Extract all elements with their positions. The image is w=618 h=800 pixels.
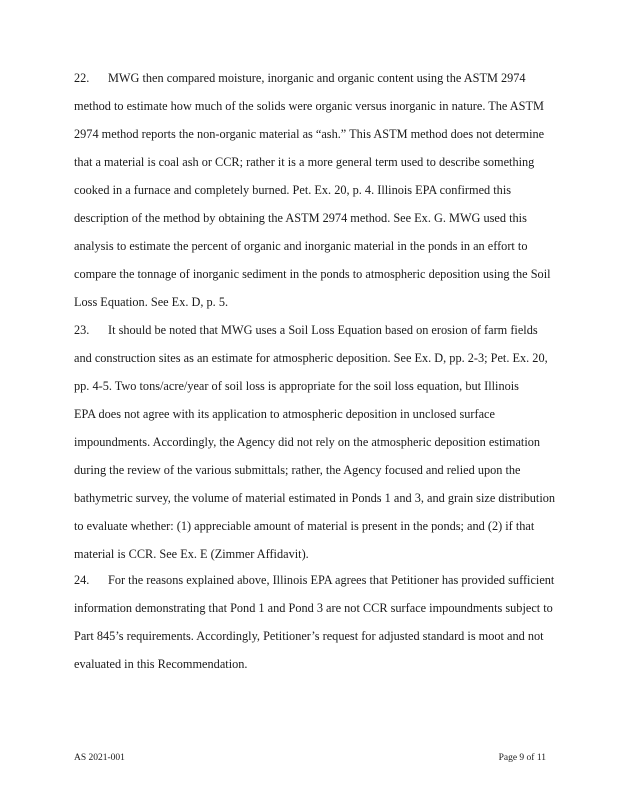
paragraph-line: that a material is coal ash or CCR; rather it is a more general term used to describe something [74,155,535,169]
paragraph-line: during the review of the various submittals; rather, the Agency focused and relied upon the [74,463,521,477]
paragraph-line: compare the tonnage of inorganic sediment in the ponds to atmospheric deposition using the Soil [74,267,551,281]
paragraph-line: 22. MWG then compared moisture, inorganic and organic content using the ASTM 2974 [74,64,590,92]
footer-page-number: Page 9 of 11 [498,753,546,763]
paragraph-line: EPA does not agree with its application to atmospheric deposition in unclosed surface [74,407,495,421]
footer-docket-number: AS 2021-001 [74,753,125,763]
paragraph-number: 23. [74,323,90,337]
paragraph-line: method to estimate how much of the solids were organic versus inorganic in nature. The ASTM [74,99,544,113]
paragraph-line: Part 845’s requirements. Accordingly, Petitioner’s request for adjusted standard is moot and not [74,629,544,643]
paragraph-line: material is CCR. See Ex. E (Zimmer Affidavit). [74,547,309,561]
paragraph-line: and construction sites as an estimate for atmospheric deposition. See Ex. D, pp. 2-3; Pet. Ex. 20, [74,351,548,365]
paragraph-line: to evaluate whether: (1) appreciable amount of material is present in the ponds; and (2) if that [74,519,535,533]
paragraph-24 [74,566,590,678]
paragraph-number: 22. [74,71,90,85]
paragraph-line: Loss Equation. See Ex. D, p. 5. [74,295,229,309]
paragraph-number: 24. [74,573,90,587]
paragraph-22 [74,64,590,316]
paragraph-line: 23. It should be noted that MWG uses a Soil Loss Equation based on erosion of farm fields [74,316,590,344]
paragraph-23 [74,316,590,568]
paragraph-line: cooked in a furnace and completely burned. Pet. Ex. 20, p. 4. Illinois EPA confirmed this [74,183,512,197]
paragraph-line: bathymetric survey, the volume of material estimated in Ponds 1 and 3, and grain size distribution [74,491,556,505]
paragraph-line: 2974 method reports the non-organic material as “ash.” This ASTM method does not determine [74,127,545,141]
paragraph-line: pp. 4-5. Two tons/acre/year of soil loss is appropriate for the soil loss equation, but Illinois [74,379,519,393]
paragraph-line: 24. For the reasons explained above, Illinois EPA agrees that Petitioner has provided sufficient [74,566,590,594]
paragraph-line: evaluated in this Recommendation. [74,657,248,671]
paragraph-line: description of the method by obtaining the ASTM 2974 method. See Ex. G. MWG used this [74,211,527,225]
paragraph-line: information demonstrating that Pond 1 and Pond 3 are not CCR surface impoundments subject to [74,601,553,615]
paragraph-line: analysis to estimate the percent of organic and inorganic material in the ponds in an effort to [74,239,528,253]
paragraph-line: impoundments. Accordingly, the Agency did not rely on the atmospheric deposition estimation [74,435,541,449]
